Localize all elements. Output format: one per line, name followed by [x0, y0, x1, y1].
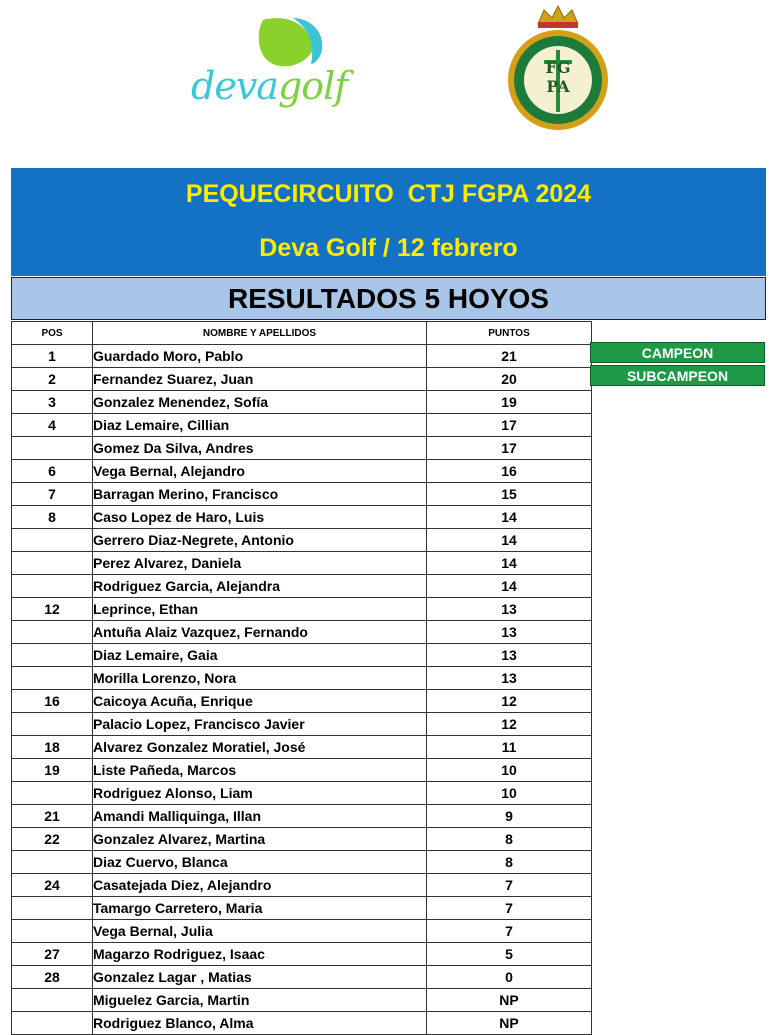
- table-row: [12, 989, 592, 1012]
- player-name-cell: Gonzalez Menendez, Sofía: [93, 391, 427, 414]
- points-cell: 9: [427, 805, 592, 828]
- points-cell: 13: [427, 598, 592, 621]
- position-cell: 22: [12, 828, 93, 851]
- points-cell: 5: [427, 943, 592, 966]
- player-name-cell: Rodriguez Garcia, Alejandra: [93, 575, 427, 598]
- table-row: [12, 874, 592, 897]
- deva-golf-logo: [185, 12, 380, 122]
- table-row: [12, 460, 592, 483]
- table-row: [12, 414, 592, 437]
- points-cell: 14: [427, 575, 592, 598]
- points-cell: 14: [427, 506, 592, 529]
- position-cell: 7: [12, 483, 93, 506]
- position-cell: [12, 1012, 93, 1035]
- results-table: [11, 321, 592, 1035]
- player-name-cell: Guardado Moro, Pablo: [93, 345, 427, 368]
- table-row: [12, 598, 592, 621]
- points-cell: 8: [427, 828, 592, 851]
- points-cell: 0: [427, 966, 592, 989]
- table-row: [12, 575, 592, 598]
- table-row: [12, 828, 592, 851]
- player-name-cell: Antuña Alaiz Vazquez, Fernando: [93, 621, 427, 644]
- player-name-cell: Miguelez Garcia, Martin: [93, 989, 427, 1012]
- player-name-cell: Rodriguez Alonso, Liam: [93, 782, 427, 805]
- player-name-cell: Morilla Lorenzo, Nora: [93, 667, 427, 690]
- player-name-cell: Fernandez Suarez, Juan: [93, 368, 427, 391]
- position-cell: [12, 713, 93, 736]
- player-name-cell: Vega Bernal, Julia: [93, 920, 427, 943]
- position-cell: [12, 621, 93, 644]
- position-cell: [12, 667, 93, 690]
- points-cell: 12: [427, 713, 592, 736]
- player-name-cell: Gomez Da Silva, Andres: [93, 437, 427, 460]
- table-row: [12, 621, 592, 644]
- pos-header: POS: [12, 322, 93, 345]
- table-row: [12, 782, 592, 805]
- points-cell: 8: [427, 851, 592, 874]
- golf-word: golf: [277, 64, 348, 108]
- position-cell: 2: [12, 368, 93, 391]
- position-cell: 16: [12, 690, 93, 713]
- points-cell: 19: [427, 391, 592, 414]
- points-header: PUNTOS: [427, 322, 592, 345]
- player-name-cell: Tamargo Carretero, Maria: [93, 897, 427, 920]
- crest-letters: FG PA: [545, 58, 571, 96]
- points-cell: 7: [427, 874, 592, 897]
- table-row: [12, 690, 592, 713]
- results-heading: RESULTADOS 5 HOYOS: [11, 277, 766, 320]
- title-banner: [11, 168, 766, 276]
- player-name-cell: Liste Pañeda, Marcos: [93, 759, 427, 782]
- player-name-cell: Leprince, Ethan: [93, 598, 427, 621]
- table-row: [12, 667, 592, 690]
- player-name-cell: Diaz Cuervo, Blanca: [93, 851, 427, 874]
- points-cell: 21: [427, 345, 592, 368]
- player-name-cell: Amandi Malliquinga, Illan: [93, 805, 427, 828]
- position-cell: 19: [12, 759, 93, 782]
- champion-badge: CAMPEON: [590, 342, 765, 363]
- position-cell: [12, 552, 93, 575]
- table-row: [12, 966, 592, 989]
- points-cell: 13: [427, 667, 592, 690]
- player-name-cell: Casatejada Diez, Alejandro: [93, 874, 427, 897]
- table-row: [12, 920, 592, 943]
- player-name-cell: Perez Alvarez, Daniela: [93, 552, 427, 575]
- position-cell: [12, 437, 93, 460]
- points-cell: 17: [427, 437, 592, 460]
- points-cell: 13: [427, 644, 592, 667]
- points-cell: 16: [427, 460, 592, 483]
- player-name-cell: Palacio Lopez, Francisco Javier: [93, 713, 427, 736]
- table-row: [12, 1012, 592, 1035]
- points-cell: NP: [427, 1012, 592, 1035]
- player-name-cell: Vega Bernal, Alejandro: [93, 460, 427, 483]
- points-cell: 15: [427, 483, 592, 506]
- position-cell: 27: [12, 943, 93, 966]
- table-row: [12, 483, 592, 506]
- points-cell: 17: [427, 414, 592, 437]
- position-cell: 18: [12, 736, 93, 759]
- position-cell: [12, 920, 93, 943]
- player-name-cell: Rodriguez Blanco, Alma: [93, 1012, 427, 1035]
- table-header-row: [12, 322, 592, 345]
- table-row: [12, 391, 592, 414]
- position-cell: [12, 529, 93, 552]
- position-cell: 4: [12, 414, 93, 437]
- position-cell: 6: [12, 460, 93, 483]
- tournament-subtitle: Deva Golf / 12 febrero: [259, 234, 518, 262]
- player-name-cell: Caicoya Acuña, Enrique: [93, 690, 427, 713]
- fgpa-crest-logo: [498, 2, 618, 132]
- position-cell: [12, 851, 93, 874]
- position-cell: 12: [12, 598, 93, 621]
- position-cell: 28: [12, 966, 93, 989]
- points-cell: 14: [427, 552, 592, 575]
- points-cell: 7: [427, 897, 592, 920]
- points-cell: 10: [427, 759, 592, 782]
- position-cell: [12, 575, 93, 598]
- table-row: [12, 943, 592, 966]
- player-name-cell: Gerrero Diaz-Negrete, Antonio: [93, 529, 427, 552]
- points-cell: 7: [427, 920, 592, 943]
- points-cell: 12: [427, 690, 592, 713]
- points-cell: 20: [427, 368, 592, 391]
- player-name-cell: Caso Lopez de Haro, Luis: [93, 506, 427, 529]
- deva-word: deva: [191, 64, 278, 108]
- runner-up-badge: SUBCAMPEON: [590, 365, 765, 386]
- tournament-title: PEQUECIRCUITO CTJ FGPA 2024: [185, 180, 592, 208]
- position-cell: 8: [12, 506, 93, 529]
- table-row: [12, 736, 592, 759]
- player-name-cell: Gonzalez Alvarez, Martina: [93, 828, 427, 851]
- points-cell: 11: [427, 736, 592, 759]
- points-cell: NP: [427, 989, 592, 1012]
- position-cell: 3: [12, 391, 93, 414]
- table-row: [12, 345, 592, 368]
- table-row: [12, 437, 592, 460]
- player-name-cell: Magarzo Rodriguez, Isaac: [93, 943, 427, 966]
- position-cell: [12, 897, 93, 920]
- points-cell: 14: [427, 529, 592, 552]
- table-row: [12, 759, 592, 782]
- position-cell: [12, 782, 93, 805]
- table-row: [12, 368, 592, 391]
- table-row: [12, 552, 592, 575]
- points-cell: 10: [427, 782, 592, 805]
- table-row: [12, 805, 592, 828]
- player-name-cell: Gonzalez Lagar , Matias: [93, 966, 427, 989]
- table-row: [12, 897, 592, 920]
- table-row: [12, 644, 592, 667]
- table-row: [12, 506, 592, 529]
- player-name-cell: Alvarez Gonzalez Moratiel, José: [93, 736, 427, 759]
- player-name-cell: Diaz Lemaire, Gaia: [93, 644, 427, 667]
- position-cell: 21: [12, 805, 93, 828]
- table-row: [12, 713, 592, 736]
- player-name-cell: Barragan Merino, Francisco: [93, 483, 427, 506]
- position-cell: 1: [12, 345, 93, 368]
- points-cell: 13: [427, 621, 592, 644]
- player-name-cell: Diaz Lemaire, Cillian: [93, 414, 427, 437]
- position-cell: [12, 989, 93, 1012]
- name-header: NOMBRE Y APELLIDOS: [93, 322, 427, 345]
- table-row: [12, 851, 592, 874]
- table-row: [12, 529, 592, 552]
- deva-golf-wordmark: [191, 64, 347, 108]
- position-cell: [12, 644, 93, 667]
- position-cell: 24: [12, 874, 93, 897]
